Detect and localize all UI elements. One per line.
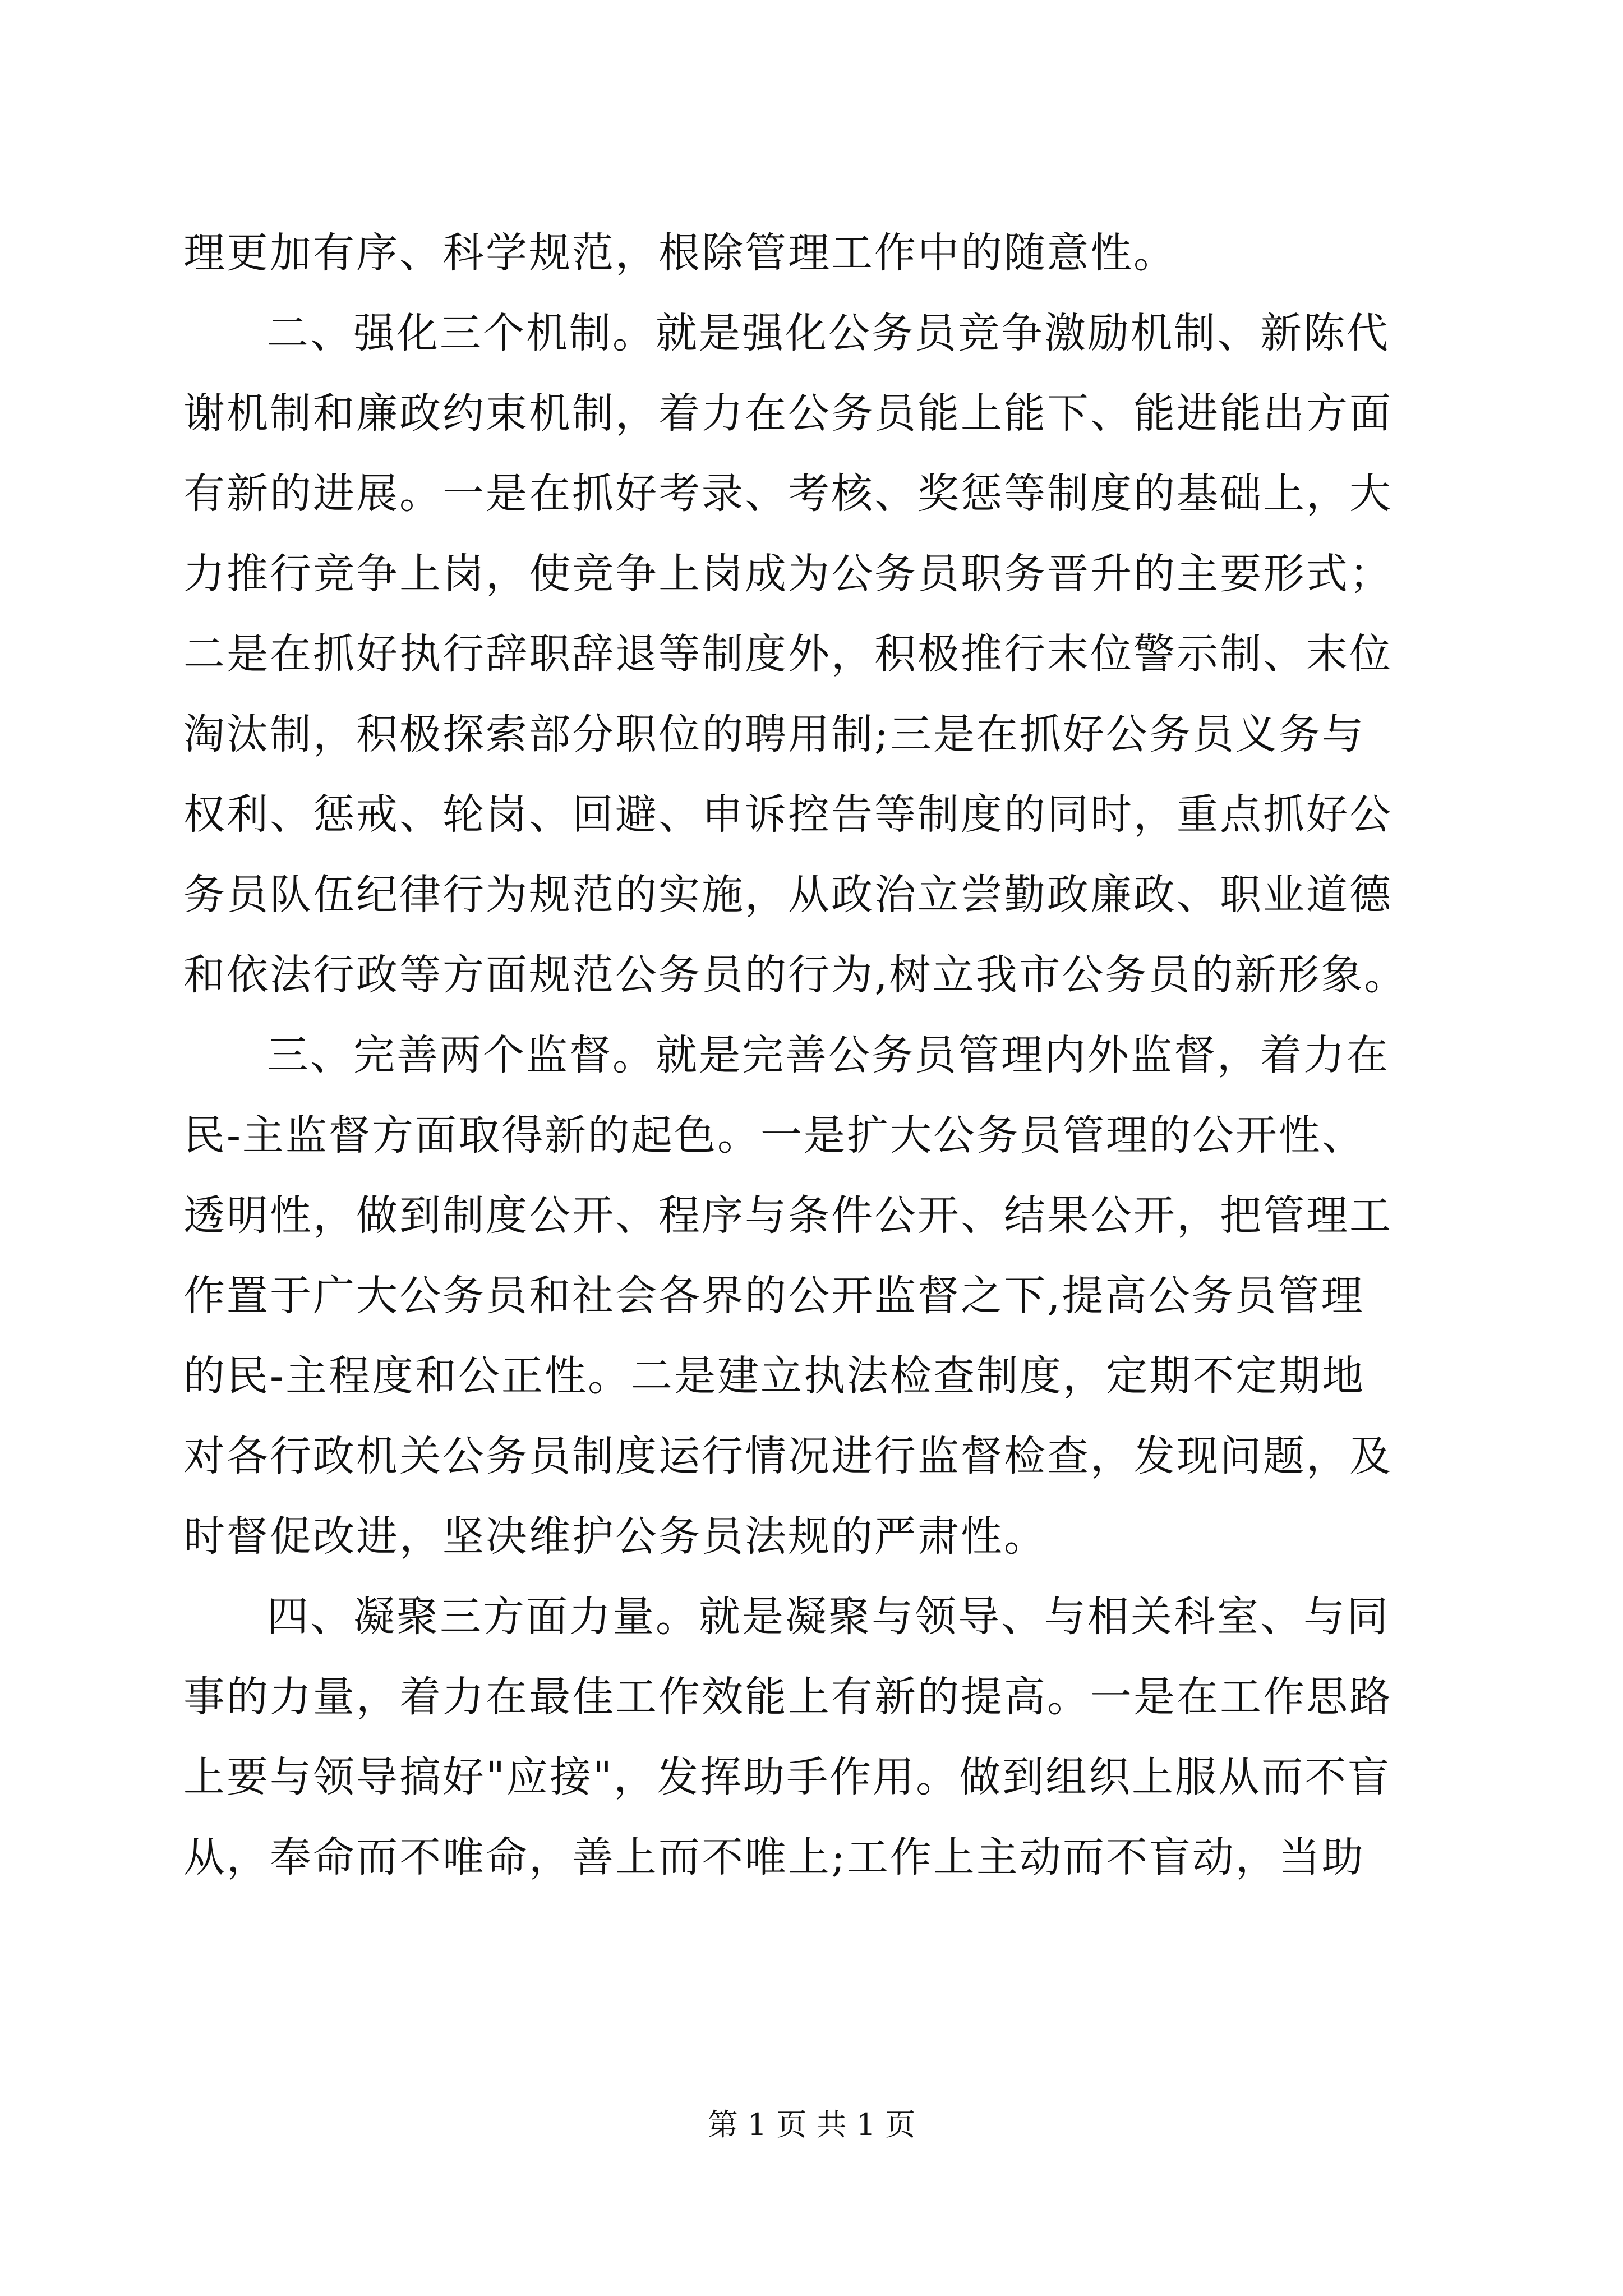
text-line: 二、强化三个机制。就是强化公务员竞争激励机制、新陈代 xyxy=(267,309,1390,357)
text-line: 上要与领导搞好"应接"，发挥助手作用。做到组织上服从而不盲 xyxy=(183,1753,1391,1801)
text-line: 二是在抓好执行辞职辞退等制度外，积极推行末位警示制、末位 xyxy=(183,630,1393,678)
text-line: 四、凝聚三方面力量。就是凝聚与领导、与相关科室、与同 xyxy=(267,1593,1390,1641)
document-body xyxy=(183,213,1434,1898)
text-line: 事的力量，着力在最佳工作效能上有新的提高。一是在工作思路 xyxy=(183,1673,1393,1721)
text-line: 权利、惩戒、轮岗、回避、申诉控告等制度的同时，重点抓好公 xyxy=(183,790,1393,839)
text-line: 时督促改进，坚决维护公务员法规的严肃性。 xyxy=(183,1512,1047,1561)
text-line: 谢机制和廉政约束机制，着力在公务员能上能下、能进能出方面 xyxy=(183,389,1393,438)
text-line: 的民-主程度和公正性。二是建立执法检查制度，定期不定期地 xyxy=(183,1352,1366,1400)
text-line: 对各行政机关公务员制度运行情况进行监督检查，发现问题，及 xyxy=(183,1432,1393,1480)
text-line: 务员队伍纪律行为规范的实施，从政治立尝勤政廉政、职业道德 xyxy=(183,871,1393,919)
page-number-footer: 第 1 页 共 1 页 xyxy=(707,2107,916,2142)
text-line: 力推行竞争上岗，使竞争上岗成为公务员职务晋升的主要形式； xyxy=(183,550,1393,598)
text-line: 作置于广大公务员和社会各界的公开监督之下,提高公务员管理 xyxy=(183,1272,1364,1320)
text-line: 有新的进展。一是在抓好考录、考核、奖惩等制度的基础上，大 xyxy=(183,470,1393,518)
text-line: 三、完善两个监督。就是完善公务员管理内外监督，着力在 xyxy=(267,1031,1390,1079)
text-line: 民-主监督方面取得新的起色。一是扩大公务员管理的公开性、 xyxy=(183,1111,1366,1159)
text-line: 和依法行政等方面规范公务员的行为,树立我市公务员的新形象。 xyxy=(183,951,1408,999)
text-line: 从，奉命而不唯命，善上而不唯上;工作上主动而不盲动，当助 xyxy=(183,1833,1365,1881)
text-line: 透明性，做到制度公开、程序与条件公开、结果公开，把管理工 xyxy=(183,1191,1393,1240)
text-line: 淘汰制，积极探索部分职位的聘用制;三是在抓好公务员义务与 xyxy=(183,710,1365,758)
text-line: 理更加有序、科学规范，根除管理工作中的随意性。 xyxy=(183,229,1177,277)
